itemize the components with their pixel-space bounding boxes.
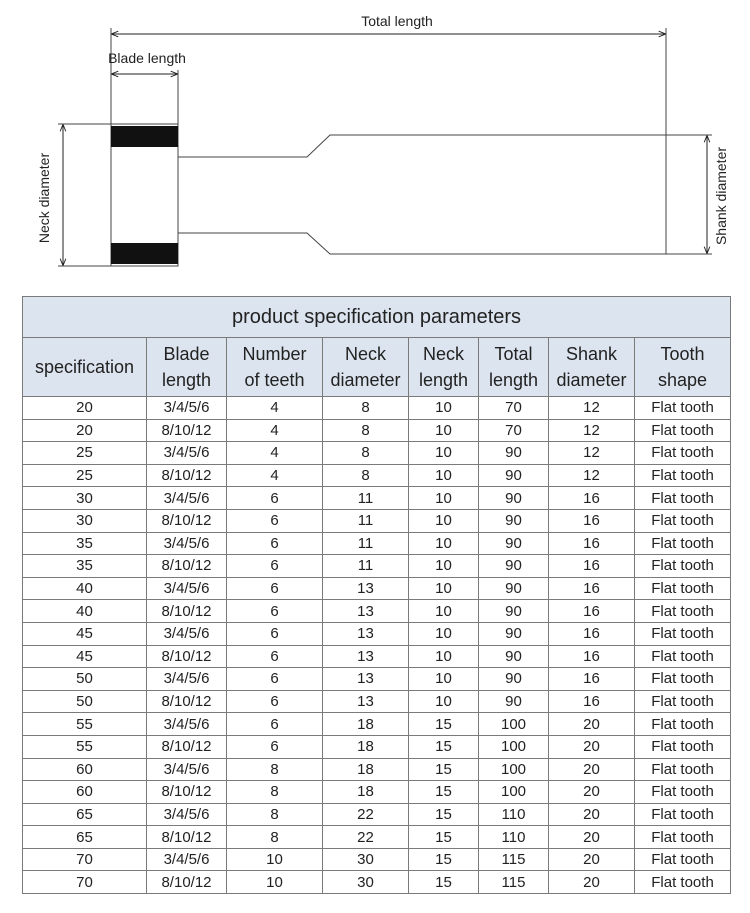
- table-row: [23, 713, 731, 736]
- table-cell: 6: [227, 668, 323, 691]
- table-cell: Flat tooth: [635, 848, 731, 871]
- table-cell: 3/4/5/6: [147, 577, 227, 600]
- table-cell: 8: [227, 826, 323, 849]
- table-row: [23, 397, 731, 420]
- table-cell: 6: [227, 622, 323, 645]
- table-cell: 3/4/5/6: [147, 848, 227, 871]
- table-row: [23, 826, 731, 849]
- table-cell: 10: [409, 487, 479, 510]
- table-cell: 11: [323, 487, 409, 510]
- table-cell: 10: [409, 645, 479, 668]
- table-cell: Flat tooth: [635, 442, 731, 465]
- table-cell: 16: [549, 668, 635, 691]
- table-cell: 45: [23, 622, 147, 645]
- table-cell: 15: [409, 848, 479, 871]
- table-cell: 20: [23, 397, 147, 420]
- table-cell: 3/4/5/6: [147, 668, 227, 691]
- table-cell: 3/4/5/6: [147, 622, 227, 645]
- table-row: [23, 871, 731, 894]
- table-cell: 15: [409, 713, 479, 736]
- table-cell: 90: [479, 600, 549, 623]
- table-cell: 70: [23, 848, 147, 871]
- table-cell: 10: [409, 577, 479, 600]
- table-cell: 22: [323, 826, 409, 849]
- table-header-row: [23, 338, 731, 397]
- table-row: [23, 622, 731, 645]
- table-cell: 8/10/12: [147, 826, 227, 849]
- table-cell: 110: [479, 826, 549, 849]
- table-cell: 8: [323, 397, 409, 420]
- table-cell: 3/4/5/6: [147, 758, 227, 781]
- table-cell: 6: [227, 532, 323, 555]
- table-cell: Flat tooth: [635, 600, 731, 623]
- table-cell: 60: [23, 781, 147, 804]
- table-cell: 16: [549, 509, 635, 532]
- table-cell: 100: [479, 781, 549, 804]
- table-row: [23, 781, 731, 804]
- table-cell: 6: [227, 600, 323, 623]
- table-cell: 90: [479, 442, 549, 465]
- table-cell: Flat tooth: [635, 713, 731, 736]
- table-cell: 20: [549, 803, 635, 826]
- table-row: [23, 487, 731, 510]
- table-cell: 30: [323, 871, 409, 894]
- neck-diameter-label: Neck diameter: [36, 152, 52, 244]
- table-row: [23, 645, 731, 668]
- table-cell: 8/10/12: [147, 509, 227, 532]
- table-row: [23, 735, 731, 758]
- table-cell: 30: [23, 487, 147, 510]
- table-cell: 4: [227, 442, 323, 465]
- table-cell: 8/10/12: [147, 735, 227, 758]
- table-cell: 6: [227, 645, 323, 668]
- column-header-line: Neck: [422, 344, 464, 364]
- table-cell: 10: [227, 848, 323, 871]
- table-cell: 90: [479, 555, 549, 578]
- column-header-line: Blade: [163, 344, 210, 364]
- table-cell: 18: [323, 781, 409, 804]
- table-cell: Flat tooth: [635, 397, 731, 420]
- table-cell: 13: [323, 600, 409, 623]
- table-cell: Flat tooth: [635, 419, 731, 442]
- column-header-line: diameter: [330, 370, 401, 390]
- table-cell: 10: [409, 622, 479, 645]
- table-cell: 8: [323, 442, 409, 465]
- table-row: [23, 555, 731, 578]
- table-cell: 12: [549, 442, 635, 465]
- table-cell: 10: [409, 555, 479, 578]
- table-cell: 18: [323, 713, 409, 736]
- table-cell: 15: [409, 826, 479, 849]
- table-cell: Flat tooth: [635, 826, 731, 849]
- table-cell: Flat tooth: [635, 668, 731, 691]
- table-cell: 65: [23, 803, 147, 826]
- table-cell: 4: [227, 464, 323, 487]
- table-cell: 90: [479, 690, 549, 713]
- table-cell: 15: [409, 871, 479, 894]
- table-cell: 90: [479, 532, 549, 555]
- table-cell: 13: [323, 622, 409, 645]
- table-cell: 8: [323, 464, 409, 487]
- table-cell: 3/4/5/6: [147, 713, 227, 736]
- table-cell: 100: [479, 713, 549, 736]
- column-header-line: Number: [242, 344, 307, 364]
- column-header-line: length: [418, 370, 469, 390]
- table-cell: 10: [409, 690, 479, 713]
- table-cell: 6: [227, 509, 323, 532]
- table-cell: 16: [549, 577, 635, 600]
- table-title: product specification parameters: [23, 297, 731, 338]
- column-header-line: specification: [34, 357, 135, 377]
- table-row: [23, 690, 731, 713]
- table-cell: 20: [549, 848, 635, 871]
- table-row: [23, 577, 731, 600]
- table-cell: 8/10/12: [147, 645, 227, 668]
- table-cell: 60: [23, 758, 147, 781]
- table-cell: 11: [323, 509, 409, 532]
- table-cell: 10: [409, 419, 479, 442]
- table-cell: 3/4/5/6: [147, 397, 227, 420]
- table-row: [23, 532, 731, 555]
- table-cell: 22: [323, 803, 409, 826]
- table-cell: 50: [23, 690, 147, 713]
- column-header-line: Total: [494, 344, 533, 364]
- table-cell: 8: [227, 803, 323, 826]
- blade-teeth-top: [111, 126, 178, 147]
- table-cell: Flat tooth: [635, 577, 731, 600]
- table-cell: 10: [409, 668, 479, 691]
- table-cell: 8: [323, 419, 409, 442]
- table-cell: 20: [549, 713, 635, 736]
- table-cell: 16: [549, 600, 635, 623]
- blade-teeth-bottom: [111, 243, 178, 264]
- table-row: [23, 600, 731, 623]
- column-header-line: diameter: [556, 370, 627, 390]
- table-cell: 30: [23, 509, 147, 532]
- table-cell: 90: [479, 509, 549, 532]
- table-cell: 10: [409, 442, 479, 465]
- table-row: [23, 758, 731, 781]
- table-row: [23, 464, 731, 487]
- table-cell: 90: [479, 487, 549, 510]
- table-cell: 8/10/12: [147, 871, 227, 894]
- column-header: [323, 338, 409, 397]
- table-cell: 35: [23, 532, 147, 555]
- table-cell: 18: [323, 735, 409, 758]
- table-cell: Flat tooth: [635, 803, 731, 826]
- table-cell: Flat tooth: [635, 622, 731, 645]
- table-cell: 6: [227, 555, 323, 578]
- table-cell: Flat tooth: [635, 487, 731, 510]
- table-cell: 13: [323, 577, 409, 600]
- table-cell: 35: [23, 555, 147, 578]
- table-cell: 15: [409, 735, 479, 758]
- blade-length-label: Blade length: [108, 50, 186, 66]
- table-cell: Flat tooth: [635, 532, 731, 555]
- column-header-line: Shank: [565, 344, 618, 364]
- table-cell: 8/10/12: [147, 464, 227, 487]
- column-header: [635, 338, 731, 397]
- table-cell: Flat tooth: [635, 735, 731, 758]
- table-body: [23, 397, 731, 894]
- table-cell: 8/10/12: [147, 690, 227, 713]
- table-cell: 6: [227, 713, 323, 736]
- table-row: [23, 668, 731, 691]
- column-header-line: Tooth: [660, 344, 705, 364]
- table-cell: 8: [227, 758, 323, 781]
- neck-and-shank-outline: [178, 135, 666, 254]
- table-cell: Flat tooth: [635, 781, 731, 804]
- table-cell: 55: [23, 713, 147, 736]
- table-cell: 90: [479, 464, 549, 487]
- table-cell: 70: [479, 419, 549, 442]
- table-cell: 100: [479, 758, 549, 781]
- table-cell: 6: [227, 735, 323, 758]
- table-cell: 15: [409, 781, 479, 804]
- table-cell: 8/10/12: [147, 419, 227, 442]
- table-cell: 115: [479, 871, 549, 894]
- table-cell: 10: [409, 600, 479, 623]
- shank-diameter-label: Shank diameter: [713, 146, 729, 246]
- table-cell: 25: [23, 464, 147, 487]
- table-cell: 18: [323, 758, 409, 781]
- table-cell: 10: [409, 464, 479, 487]
- table-cell: 45: [23, 645, 147, 668]
- table-cell: 12: [549, 397, 635, 420]
- table-cell: Flat tooth: [635, 555, 731, 578]
- table-cell: 10: [409, 532, 479, 555]
- table-cell: 10: [409, 397, 479, 420]
- table-cell: 8/10/12: [147, 555, 227, 578]
- table-cell: 20: [549, 781, 635, 804]
- table-row: [23, 848, 731, 871]
- column-header: [479, 338, 549, 397]
- table-cell: 20: [549, 826, 635, 849]
- table-cell: 100: [479, 735, 549, 758]
- table-cell: 110: [479, 803, 549, 826]
- column-header-line: length: [161, 370, 212, 390]
- table-cell: 3/4/5/6: [147, 803, 227, 826]
- table-cell: 16: [549, 487, 635, 510]
- table-cell: 16: [549, 622, 635, 645]
- table-cell: 3/4/5/6: [147, 487, 227, 510]
- table-cell: 90: [479, 622, 549, 645]
- table-cell: 4: [227, 397, 323, 420]
- table-cell: 65: [23, 826, 147, 849]
- table-cell: Flat tooth: [635, 645, 731, 668]
- table-row: [23, 509, 731, 532]
- table-row: [23, 442, 731, 465]
- table-cell: 3/4/5/6: [147, 532, 227, 555]
- column-header: [409, 338, 479, 397]
- table-cell: Flat tooth: [635, 509, 731, 532]
- table-cell: 12: [549, 419, 635, 442]
- table-cell: Flat tooth: [635, 758, 731, 781]
- table-cell: 30: [323, 848, 409, 871]
- table-cell: 15: [409, 758, 479, 781]
- total-length-label: Total length: [361, 13, 433, 29]
- table-cell: 8/10/12: [147, 600, 227, 623]
- column-header: [549, 338, 635, 397]
- table-cell: 20: [549, 735, 635, 758]
- table-cell: 16: [549, 555, 635, 578]
- table-cell: 25: [23, 442, 147, 465]
- table-cell: 8: [227, 781, 323, 804]
- column-header-line: of teeth: [244, 370, 305, 390]
- table-cell: 6: [227, 487, 323, 510]
- table-cell: Flat tooth: [635, 871, 731, 894]
- column-header-line: Neck: [344, 344, 386, 364]
- table-cell: 11: [323, 555, 409, 578]
- table-cell: 40: [23, 600, 147, 623]
- table-cell: 115: [479, 848, 549, 871]
- table-cell: 15: [409, 803, 479, 826]
- column-header-line: shape: [658, 370, 708, 390]
- table-cell: 55: [23, 735, 147, 758]
- cutter-dimension-diagram: [0, 0, 750, 285]
- table-cell: 8/10/12: [147, 781, 227, 804]
- table-cell: 16: [549, 532, 635, 555]
- column-header: [147, 338, 227, 397]
- table-cell: 10: [227, 871, 323, 894]
- table-cell: 20: [23, 419, 147, 442]
- table-cell: 20: [549, 871, 635, 894]
- table-cell: 90: [479, 645, 549, 668]
- table-cell: 16: [549, 690, 635, 713]
- table-row: [23, 803, 731, 826]
- table-cell: 4: [227, 419, 323, 442]
- table-cell: 13: [323, 668, 409, 691]
- table-cell: 90: [479, 668, 549, 691]
- table-cell: 13: [323, 645, 409, 668]
- table-cell: 70: [479, 397, 549, 420]
- table-cell: 6: [227, 577, 323, 600]
- table-cell: 10: [409, 509, 479, 532]
- column-header-line: length: [488, 370, 539, 390]
- table-cell: 20: [549, 758, 635, 781]
- table-cell: Flat tooth: [635, 464, 731, 487]
- column-header: [23, 338, 147, 397]
- table-cell: 11: [323, 532, 409, 555]
- column-header: [227, 338, 323, 397]
- table-cell: 90: [479, 577, 549, 600]
- table-cell: 6: [227, 690, 323, 713]
- table-cell: 13: [323, 690, 409, 713]
- table-cell: 40: [23, 577, 147, 600]
- table-cell: Flat tooth: [635, 690, 731, 713]
- table-cell: 12: [549, 464, 635, 487]
- table-cell: 3/4/5/6: [147, 442, 227, 465]
- spec-table: [22, 296, 731, 894]
- table-row: [23, 419, 731, 442]
- table-cell: 16: [549, 645, 635, 668]
- table-cell: 70: [23, 871, 147, 894]
- table-cell: 50: [23, 668, 147, 691]
